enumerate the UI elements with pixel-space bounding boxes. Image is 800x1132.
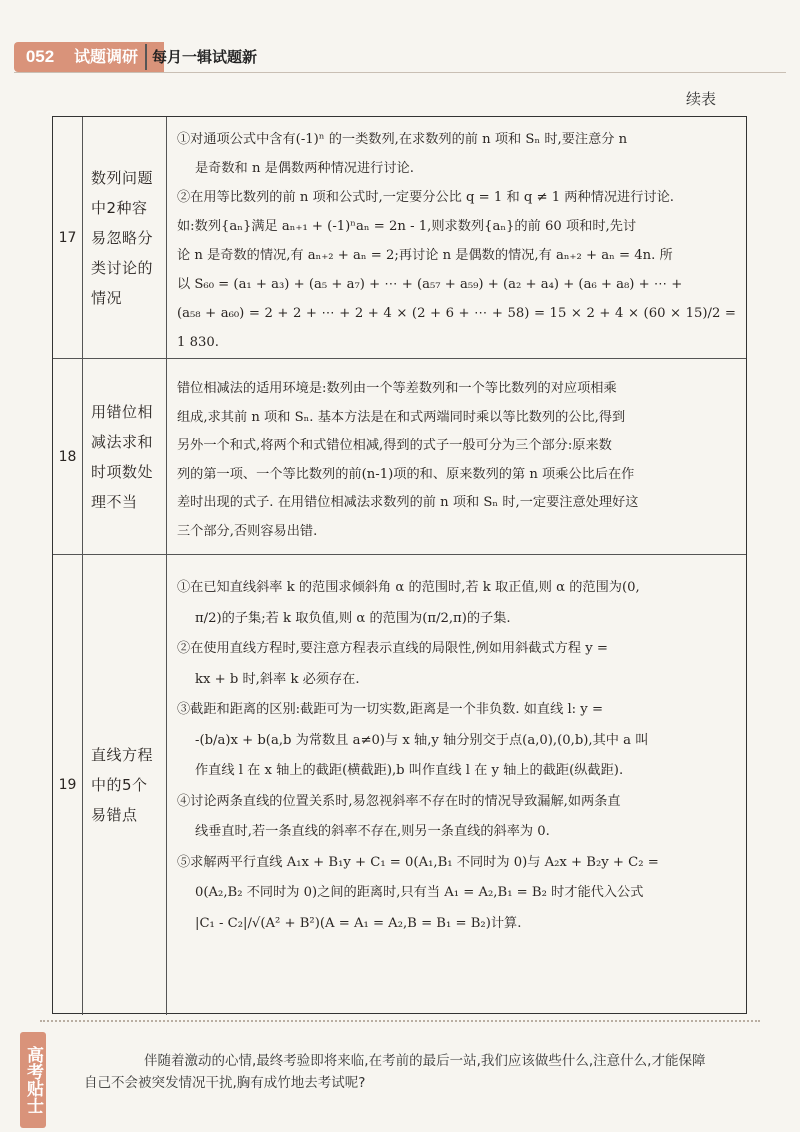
table-row <box>53 117 746 359</box>
content-line: ②在使用直线方程时,要注意方程表示直线的局限性,例如用斜截式方程 y = <box>177 641 608 656</box>
row-topic-text: 直线方程中的5个易错点 <box>91 746 154 824</box>
row-topic <box>83 359 167 554</box>
content-line: ③截距和距离的区别:截距可为一切实数,距离是一个非负数. 如直线 l: y = <box>177 702 604 717</box>
content-line: 作直线 l 在 x 轴上的截距(横截距),b 叫作直线 l 在 y 轴上的截距(纵截距). <box>195 763 624 778</box>
content-line: π/2)的子集;若 k 取负值,则 α 的范围为(π/2,π)的子集. <box>195 610 511 626</box>
row-content <box>167 555 746 1015</box>
footer-divider <box>40 1020 760 1024</box>
content-line: 如:数列{aₙ}满足 aₙ₊₁ + (-1)ⁿaₙ = 2n - 1,则求数列{aₙ}的前 60 项和时,先讨 <box>177 219 637 234</box>
row-topic-text: 数列问题中2种容易忽略分类讨论的情况 <box>91 168 154 307</box>
section-name: 试题调研 <box>73 47 138 66</box>
content-line: 三个部分,否则容易出错. <box>177 523 318 539</box>
errors-table <box>52 116 747 1014</box>
content-line: 线垂直时,若一条直线的斜率不存在,则另一条直线的斜率为 0. <box>195 824 550 839</box>
content-line: kx + b 时,斜率 k 必须存在. <box>195 671 360 687</box>
content-line: 组成,求其前 n 项和 Sₙ. 基本方法是在和式两端同时乘以等比数列的公比,得到 <box>177 409 626 425</box>
row-topic <box>83 117 167 358</box>
row-content <box>167 117 746 358</box>
header-divider <box>145 44 147 70</box>
footer-badge-text: 高考贴士 <box>23 1046 43 1114</box>
table-row <box>53 555 746 1015</box>
content-line: 论 n 是奇数的情况,有 aₙ₊₂ + aₙ = 2;再讨论 n 是偶数的情况,有 aₙ₊₂ + aₙ = 4n. 所 <box>177 248 673 263</box>
row-number: 19 <box>53 555 83 1015</box>
continued-label: 续表 <box>685 90 716 108</box>
content-line: ①在已知直线斜率 k 的范围求倾斜角 α 的范围时,若 k 取正值,则 α 的范围为(0, <box>177 580 640 595</box>
content-line: 错位相减法的适用环境是:数列由一个等差数列和一个等比数列的对应项相乘 <box>177 381 617 396</box>
content-line: 列的第一项、一个等比数列的前(n-1)项的和、原来数列的第 n 项乘公比后在作 <box>177 466 635 482</box>
header-rule <box>14 72 786 73</box>
content-line: 是奇数和 n 是偶数两种情况进行讨论. <box>195 161 414 176</box>
content-line: ⑤求解两平行直线 A₁x + B₁y + C₁ = 0(A₁,B₁ 不同时为 0)与 A₂x + B₂y + C₂ = <box>177 854 659 870</box>
row-topic <box>83 555 167 1015</box>
table-row <box>53 359 746 555</box>
content-line: 0(A₂,B₂ 不同时为 0)之间的距离时,只有当 A₁ = A₂,B₁ = B₂ 时才能代入公式 <box>195 885 644 900</box>
row-number: 17 <box>53 117 83 358</box>
content-line: (a₅₈ + a₆₀) = 2 + 2 + ⋯ + 2 + 4 × (2 + 6 + ⋯ + 58) = 15 × 2 + 4 × (60 × 15)/2 = 1 830. <box>177 306 736 350</box>
footer-tip-text: 伴随着激动的心情,最终考验即将来临,在考前的最后一站,我们应该做些什么,注意什么,才能保障自己不会被突发情况干扰,胸有成竹地去考试呢? <box>84 1053 706 1091</box>
content-line: 另外一个和式,将两个和式错位相减,得到的式子一般可分为三个部分:原来数 <box>177 438 612 453</box>
content-line: |C₁ - C₂|/√(A² + B²)(A = A₁ = A₂,B = B₁ = B₂)计算. <box>195 915 522 931</box>
content-line: ①对通项公式中含有(-1)ⁿ 的一类数列,在求数列的前 n 项和 Sₙ 时,要注意分 n <box>177 132 628 147</box>
header-subtitle: 每月一辑试题新 <box>152 48 258 66</box>
row-number: 18 <box>53 359 83 554</box>
content-line: 以 S₆₀ = (a₁ + a₃) + (a₅ + a₇) + ⋯ + (a₅₇ + a₅₉) + (a₂ + a₄) + (a₆ + a₈) + ⋯ + <box>177 277 683 292</box>
content-line: 差时出现的式子. 在用错位相减法求数列的前 n 项和 Sₙ 时,一定要注意处理好这 <box>177 495 639 510</box>
row-topic-text: 用错位相减法求和时项数处理不当 <box>91 402 154 511</box>
row-content <box>167 359 746 554</box>
page-header <box>0 0 800 80</box>
content-line: -(b/a)x + b(a,b 为常数且 a≠0)与 x 轴,y 轴分别交于点(a,0),(0,b),其中 a 叫 <box>195 732 649 748</box>
content-line: ④讨论两条直线的位置关系时,易忽视斜率不存在时的情况导致漏解,如两条直 <box>177 793 621 809</box>
page-number: 052 <box>25 47 55 66</box>
content-line: ②在用等比数列的前 n 项和公式时,一定要分公比 q = 1 和 q ≠ 1 两种情况进行讨论. <box>177 190 674 205</box>
